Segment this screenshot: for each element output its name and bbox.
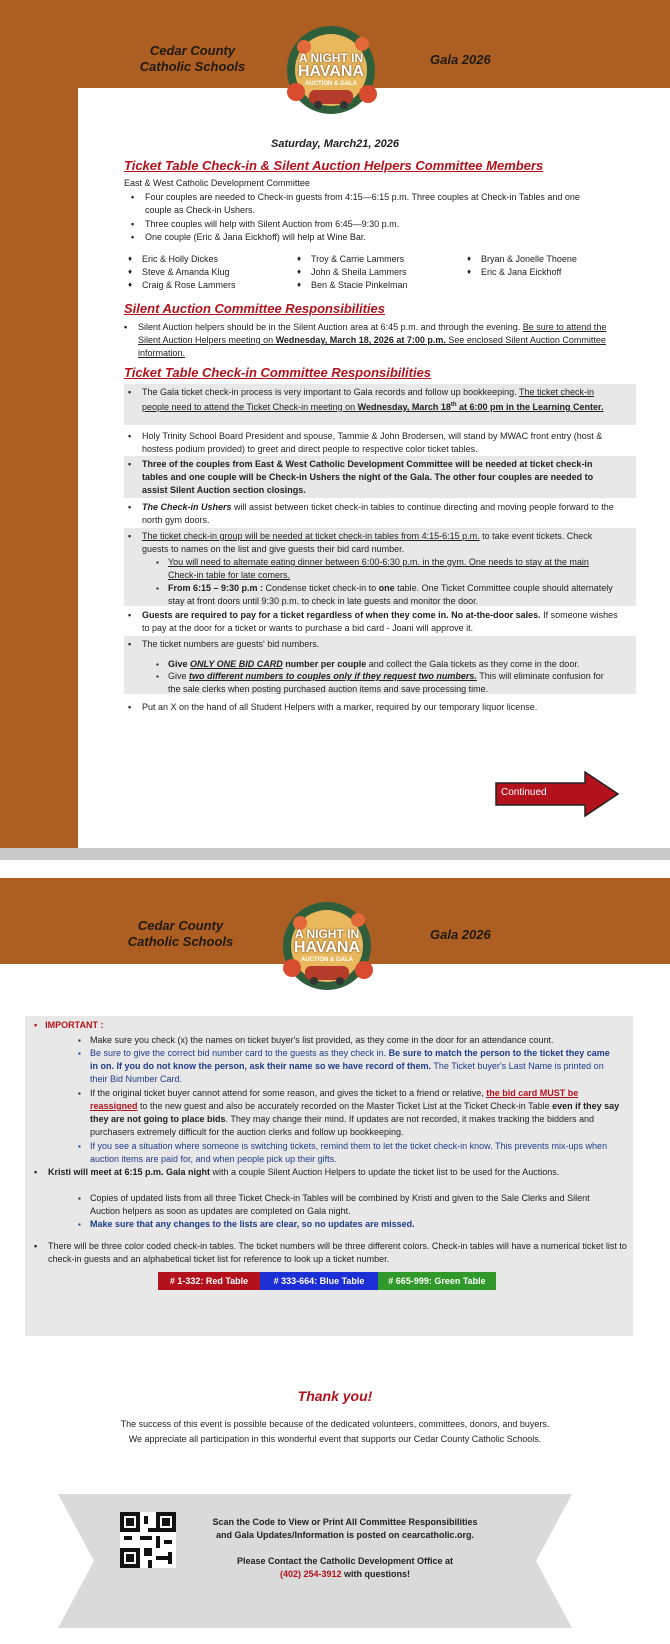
bullet-bid-numbers: • The ticket numbers are guests' bid numbers.: [142, 638, 618, 651]
left-band: [0, 0, 78, 848]
banner-text: Scan the Code to View or Print All Committee Responsibilities and Gala Updates/Information is posted on cearcatholic.org. Please Contact the Catholic Development Office at (402) 254-3912 with questions!: [212, 1517, 478, 1579]
havana-logo: A NIGHT IN HAVANA AUCTION & GALA: [272, 898, 382, 998]
bullet-board-president: • Holy Trinity School Board President and spouse, Tammie & John Brodersen, will stand by MWAC front entry (host & hostess podium provided) to greet and direct people to respective color ticket tables.: [142, 430, 618, 456]
sub-bullet-changes: ▪ Make sure that any changes to the lists are clear, so no updates are missed.: [90, 1218, 620, 1231]
org-name: Cedar County Catholic Schools: [127, 918, 234, 949]
page-2: [0, 860, 670, 1644]
sub-bullet-copies: ▪ Copies of updated lists from all three Ticket Check-in Tables will be combined by Kristi and given to the Sale Clerks and Silent Auction helpers as soon as updates are completed on Gala night.: [90, 1192, 620, 1218]
member-name: ♦ Ben & Stacie Pinkelman: [311, 280, 408, 290]
thank-you-line-2: We appreciate all participation in this wonderful event that supports our Cedar County Catholic Schools.: [128, 1434, 542, 1444]
bullet-silent-auction: • Three couples will help with Silent Auction from 6:45—9:30 p.m.: [145, 218, 605, 231]
sub-bullet-two-numbers: ▪ Give two different numbers to couples only if they request two numbers. This will eliminate confusion for the sale clerks when posting purchased auction items and save processing time.: [168, 670, 614, 696]
sub-bullet-correct-bid: ▪ Be sure to give the correct bid number card to the guests as they check in. Be sure to match the person to the ticket they came in on. If you do not know the person, ask their name so we have record of them. The Ticket buyer's Last Name is printed on their Bid Number Card.: [90, 1047, 620, 1086]
sub-bullet-reassign: ▪ If the original ticket buyer cannot attend for some reason, and gives the ticket to a friend or relative, the bid card MUST be reassigned to the new guest and also be accurately recorded on the Master Ticket List at the Ticket Check-in Table even if they say they are not going to place bids. They may change their mind. If updates are not recorded, it makes tracking the bidders and purchasers extremely difficult for the auction clerks and follow up bookkeeping.: [90, 1087, 620, 1139]
member-name: ♦ Bryan & Jonelle Thoene: [481, 254, 577, 264]
continued-arrow: Continued: [495, 771, 619, 817]
bullet-check-in-ushers: • The Check-in Ushers will assist between ticket check-in tables to continue directing and moving people forward to the north gym doors.: [142, 501, 618, 527]
thank-you-title: Thank you!: [297, 1388, 373, 1404]
bullet-student-helpers: • Put an X on the hand of all Student Helpers with a marker, required by our temporary liquor license.: [142, 701, 618, 714]
committee-name: East & West Catholic Development Committee: [124, 178, 310, 188]
member-name: ♦ Eric & Jana Eickhoff: [481, 267, 561, 277]
section-title-silent-auction: Silent Auction Committee Responsibilities: [124, 301, 385, 316]
event-date: Saturday, March21, 2026: [271, 138, 399, 150]
member-name: ♦ John & Sheila Lammers: [311, 267, 407, 277]
bullet-checkin-group: • The ticket check-in group will be needed at ticket check-in tables from 4:15-6:15 p.m. to take event tickets. Check guests to names on the list and give guests their bid card number.: [142, 530, 618, 556]
bullet-kristi: • Kristi will meet at 6:15 p.m. Gala night with a couple Silent Auction Helpers to update the ticket list to be used for the Auctions.: [48, 1166, 628, 1179]
member-name: ♦ Steve & Amanda Klug: [142, 267, 230, 277]
org-name: Cedar County Catholic Schools: [139, 43, 246, 74]
phone-number: (402) 254-3912: [279, 1569, 342, 1579]
bullet-pay-ticket: • Guests are required to pay for a ticket regardless of when they come in. No at-the-door sales. If someone wishes to pay at the door for a ticket or wants to purchase a bid card - Joani will approve it.: [142, 609, 618, 635]
section-title-ticket-table: Ticket Table Check-in Committee Responsibilities: [124, 365, 432, 380]
important-label: • IMPORTANT :: [34, 1020, 104, 1030]
sub-bullet-dinner: ▪ You will need to alternate eating dinner between 6:00-6:30 p.m. in the gym. One needs to stay at the main Check-in table for late comers.: [168, 556, 614, 582]
bullet-ticket-process: • The Gala ticket check-in process is very important to Gala records and follow up bookkeeping. The ticket check-in people need to attend the Ticket Check-in meeting on Wednesday, March 18th at 6:00 pm in the Learning Center.: [142, 386, 618, 414]
gala-year: Gala 2026: [430, 927, 491, 942]
member-name: ♦ Eric & Holly Dickes: [142, 254, 218, 264]
member-name: ♦ Troy & Carrie Lammers: [311, 254, 404, 264]
bullet-color-tables: • There will be three color coded check-in tables. The ticket numbers will be three different colors. Check-in tables will have a numerical ticket list to check-in guests and an alphabetical ticket list for reference to look up a ticket number.: [48, 1240, 628, 1266]
bullet-three-couples: • Three of the couples from East & West Catholic Development Committee will be needed at ticket check-in tables and one couple will be Check-in Ushers the night of the Gala. The other four couples are needed to assist Silent Auction section closings.: [142, 458, 618, 497]
member-name: ♦ Craig & Rose Lammers: [142, 280, 236, 290]
sub-bullet-switching: ▪ If you see a situation where someone is switching tickets, remind them to let the ticket check-in know. This prevents mix-ups when auction items are paid for, and when people pick up their gifts.: [90, 1140, 620, 1166]
gala-year: Gala 2026: [430, 52, 491, 67]
blue-table-badge: # 333-664: Blue Table: [260, 1272, 378, 1290]
green-table-badge: # 665-999: Green Table: [378, 1272, 496, 1290]
bullet-checkin-couples: • Four couples are needed to Check-in guests from 4:15—6:15 p.m. Three couples at Check-in Tables and one couple as Check-in Ushers.: [145, 191, 605, 217]
qr-code[interactable]: [120, 1512, 176, 1568]
red-table-badge: # 1-332: Red Table: [158, 1272, 260, 1290]
havana-logo: A NIGHT IN HAVANA AUCTION & GALA: [276, 22, 386, 122]
bullet-wine-bar: • One couple (Eric & Jana Eickhoff) will help at Wine Bar.: [145, 231, 605, 244]
sub-bullet-one-bid-card: ▪ Give ONLY ONE BID CARD number per couple and collect the Gala tickets as they come in the door.: [168, 658, 614, 671]
thank-you-line-1: The success of this event is possible because of the dedicated volunteers, committees, donors, and buyers.: [120, 1419, 550, 1429]
sub-bullet-condense: ▪ From 6:15 – 9:30 p.m : Condense ticket check-in to one table. One Ticket Committee couple should alternately stay at front doors until 9:30 p.m. to check in late guests and monitor the door.: [168, 582, 614, 608]
sub-bullet-attendance: ▪ Make sure you check (x) the names on ticket buyer's list provided, as they come in the door for an attendance count.: [90, 1034, 620, 1047]
section-title-members: Ticket Table Check-in & Silent Auction Helpers Committee Members: [124, 158, 544, 173]
bullet-silent-auction-helpers: • Silent Auction helpers should be in the Silent Auction area at 6:45 p.m. and through the evening. Be sure to attend the Silent Auction Helpers meeting on Wednesday, March 18, 2026 at 7:00 p.m. See enclosed Silent Auction Committee information.: [138, 321, 608, 360]
